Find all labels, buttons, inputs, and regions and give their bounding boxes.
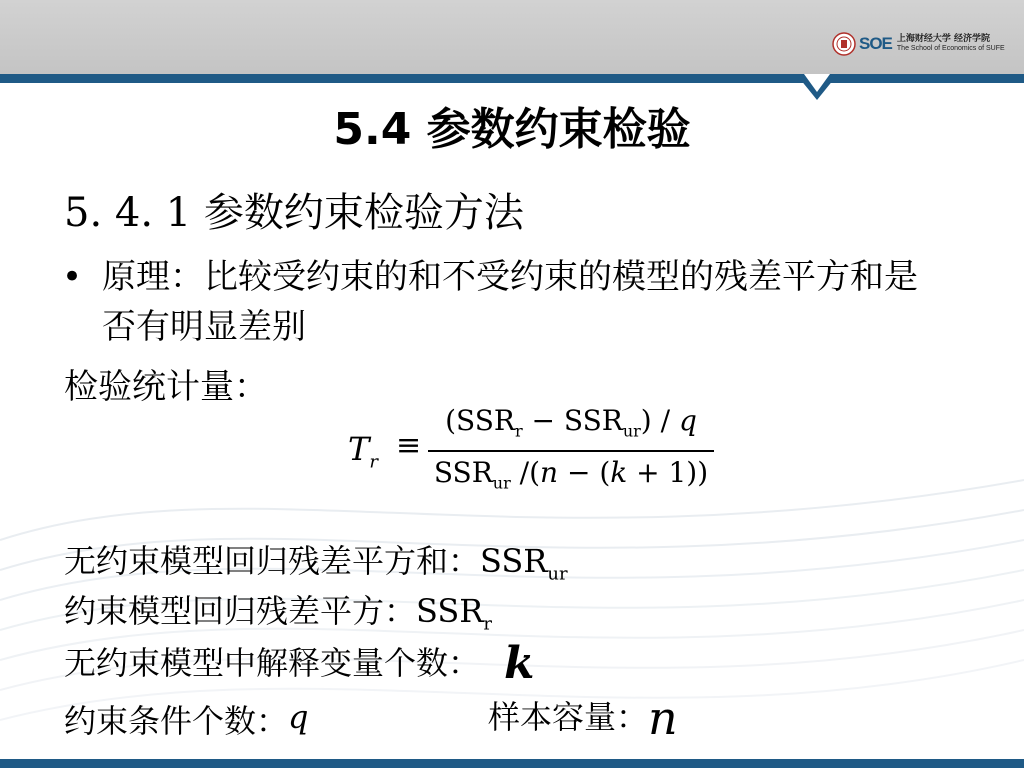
slide-title: 5.4 参数约束检验 <box>333 104 691 155</box>
logo-text <box>897 34 1005 54</box>
logo-name-en: The School of Economics of SUFE <box>896 45 1005 52</box>
footer-accent-line <box>0 759 1024 768</box>
formula-equiv-sign: ≡ <box>396 428 422 463</box>
header-accent-line <box>0 74 1024 83</box>
school-logo <box>832 30 1005 58</box>
definition-q: 约束条件个数：q <box>64 698 309 740</box>
definition-k: 无约束模型中解释变量个数： k <box>64 638 535 689</box>
definition-n: 样本容量：n <box>488 691 678 745</box>
logo-abbreviation: SOE <box>859 34 892 53</box>
definition-ssr-r: 约束模型回归残差平方：$SSR_r$ <box>64 592 492 635</box>
seal-icon <box>832 32 856 56</box>
principle-text: 原理：比较受约束的和不受约束的模型的残差平方和是否有明显差别 <box>102 257 918 347</box>
test-statistic-formula <box>348 400 728 500</box>
formula-numerator: $(SSR_r - SSR_{ur}) / q$ <box>445 404 697 441</box>
section-subtitle: 5. 4. 1 参数约束检验方法 <box>64 190 524 236</box>
test-statistic-label: 检验统计量： <box>64 367 268 407</box>
header-notch-decoration <box>796 74 838 102</box>
formula-denominator: $SSR_{ur}$ /(n − (k + 1)) <box>433 456 709 493</box>
k-symbol: k <box>504 638 535 689</box>
definition-ssr-ur: 无约束模型回归残差平方和：$SSR_{ur}$ <box>64 542 568 585</box>
principle-bullet <box>62 252 942 352</box>
n-symbol: n <box>648 691 678 745</box>
logo-name-cn: 上海财经大学 经济学院 <box>896 34 991 44</box>
fraction-bar <box>428 450 714 452</box>
formula-lhs: $T_r$ <box>348 430 378 473</box>
q-symbol: q <box>288 698 309 736</box>
ssr-ur-symbol: $SSR_{ur}$ <box>480 542 568 585</box>
ssr-r-symbol: $SSR_r$ <box>416 592 492 635</box>
bullet-marker: • <box>62 257 83 297</box>
